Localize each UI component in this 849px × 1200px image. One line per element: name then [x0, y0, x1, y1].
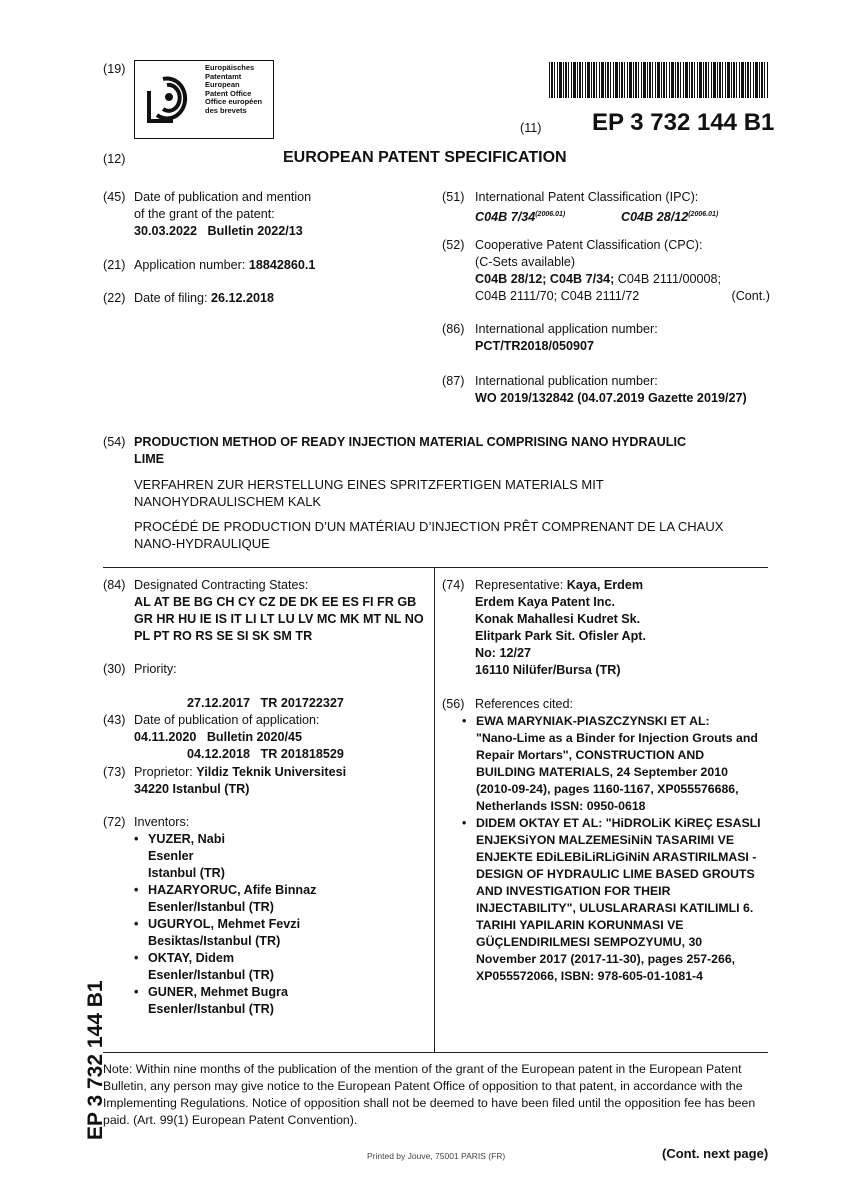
document-type: EUROPEAN PATENT SPECIFICATION — [283, 149, 567, 166]
list-item: • UGURYOL, Mehmet Fevzi — [134, 917, 301, 931]
section-divider — [103, 567, 768, 568]
epo-logo — [134, 60, 274, 139]
side-publication-number: EP 3 732 144 B1 — [84, 980, 107, 1140]
application-publication-field: Date of publication of application: 04.11.2020 Bulletin 2020/45 — [134, 713, 320, 744]
grant-date-field: Date of publication and mention of the grant of the patent: 30.03.2022 Bulletin 2022/13 — [134, 190, 312, 238]
cont-marker: (Cont.) — [731, 289, 770, 303]
code-19: (19) — [103, 62, 126, 76]
list-item: • YUZER, Nabi — [134, 832, 225, 846]
code-51: (51) — [442, 190, 465, 204]
code-74: (74) — [442, 578, 465, 592]
code-87: (87) — [442, 374, 465, 388]
intl-publication-field: International publication number: WO 2019/132842 (04.07.2019 Gazette 2019/27) — [475, 374, 747, 405]
continued-marker: (Cont. next page) — [662, 1146, 769, 1161]
column-divider — [434, 567, 435, 1052]
code-43: (43) — [103, 713, 126, 727]
inventors-list: • YUZER, Nabi Esenler Istanbul (TR) • HAZARYORUC, Afife Binnaz Esenler/Istanbul (TR) • UGURYOL, Mehmet Fevzi Besiktas/Istanbul (TR) • OKTAY, Didem Esenler/Istanbul (TR) • GUNER, Mehmet Bugra Esenler/Istanbul (TR) — [134, 832, 317, 1016]
references-list — [462, 713, 772, 985]
publication-number: EP 3 732 144 B1 — [592, 109, 775, 136]
code-45: (45) — [103, 190, 126, 204]
code-54: (54) — [103, 435, 126, 449]
proprietor-field: Proprietor: Yildiz Teknik Universitesi 34220 Istanbul (TR) — [134, 765, 347, 796]
epo-emblem-icon — [143, 69, 199, 129]
list-item: • GUNER, Mehmet Bugra — [134, 985, 288, 999]
list-item: • OKTAY, Didem — [134, 951, 235, 965]
representative-field: Representative: Kaya, Erdem Erdem Kaya Patent Inc. Konak Mahallesi Kudret Sk. Elitpark Park Sit. Ofisler Apt. No: 12/27 16110 Nilüfer/Bursa (TR) — [475, 578, 646, 677]
title-en: PRODUCTION METHOD OF READY INJECTION MATERIAL COMPRISING NANO HYDRAULIC LIME — [134, 435, 687, 466]
title-fr: PROCÉDÉ DE PRODUCTION D’UN MATÉRIAU D’INJECTION PRÊT COMPRENANT DE LA CHAUX NANO-HYDRAULIQUE — [134, 519, 724, 551]
priority-label: Priority: — [134, 662, 177, 676]
references-label: References cited: — [475, 697, 574, 711]
ipc-field: International Patent Classification (IPC): C04B $7/34^{(2006.01)}$ C04B $28/12^{(2006.01)}$ — [475, 190, 719, 225]
cpc-field: Cooperative Patent Classification (CPC): (C-Sets available) C04B 28/12; C04B 7/34; C04B 2111/00008; C04B 2111/70; C04B 2111/72 (Cont.) — [475, 238, 770, 303]
inventors-label: Inventors: — [134, 815, 190, 829]
code-73: (73) — [103, 765, 126, 779]
note-divider — [103, 1052, 768, 1053]
intl-application-field: International application number: PCT/TR2018/050907 — [475, 322, 658, 353]
code-21: (21) — [103, 258, 126, 272]
code-30: (30) — [103, 662, 126, 676]
code-86: (86) — [442, 322, 465, 336]
list-item: • EWA MARYNIAK-PIASZCZYNSKI ET AL: "Nano-Lime as a Binder for Injection Grouts and Repair Mortars", CONSTRUCTION AND BUILDING MATERIALS, 24 September 2010 (2010-09-24), pages 1160-1167, XP055576686, Netherlands ISSN: 0950-0618 — [462, 714, 758, 813]
application-number-field: Application number: 18842860.1 — [134, 258, 316, 272]
filing-date-field: Date of filing: 26.12.2018 — [134, 291, 275, 305]
code-72: (72) — [103, 815, 126, 829]
priority-values: 27.12.2017 TR 201722327 04.12.2018 TR 201818529 — [187, 696, 344, 761]
list-item: • HAZARYORUC, Afife Binnaz — [134, 883, 317, 897]
code-84: (84) — [103, 578, 126, 592]
code-11: (11) — [520, 121, 542, 135]
printer-line: Printed by Jouve, 75001 PARIS (FR) — [367, 1151, 506, 1161]
code-12: (12) — [103, 152, 126, 166]
opposition-note: Note: Within nine months of the publication of the mention of the grant of the European patent in the European Patent Bulletin, any person may give notice to the European Patent Office of opposition to that patent, in accordance with the Implementing Regulations. Notice of opposition shall not be deemed to have been filed until the opposition fee has been paid. (Art. 99(1) European Patent Convention). — [103, 1062, 756, 1127]
code-56: (56) — [442, 697, 465, 711]
barcode — [549, 62, 768, 98]
code-22: (22) — [103, 291, 126, 305]
list-item: • DIDEM OKTAY ET AL: "HiDROLiK KiREÇ ESASLI ENJEKSiYON MALZEMESiNiN TASARIMI VE ENJEKTE EDiLEBiLiRLiGiNiN ARASTIRILMASI - DESIGN OF HYDRAULIC LIME BASED GROUTS AND INVESTIGATION FOR THEIR INJECTABILITY", ULUSLARARASI KATILIMLI 6. TARIHI YAPILARIN KORUNMASI VE GÜÇLENDIRILMESI SEMPOZYUMU, 30 November 2017 (2017-11-30), pages 257-266, XP055572066, ISBN: 978-605-01-1081-4 — [462, 816, 761, 983]
code-52: (52) — [442, 238, 465, 252]
title-de: VERFAHREN ZUR HERSTELLUNG EINES SPRITZFERTIGEN MATERIALS MIT NANOHYDRAULISCHEM KALK — [134, 477, 604, 509]
contracting-states-field: Designated Contracting States: AL AT BE BG CH CY CZ DE DK EE ES FI FR GB GR HR HU IE IS IT LI LT LU LV MC MK MT NL NO PL PT RO RS SE SI SK SM TR — [134, 578, 424, 643]
office-name: Europäisches Patentamt European Patent Office Office européen des brevets — [205, 63, 263, 115]
